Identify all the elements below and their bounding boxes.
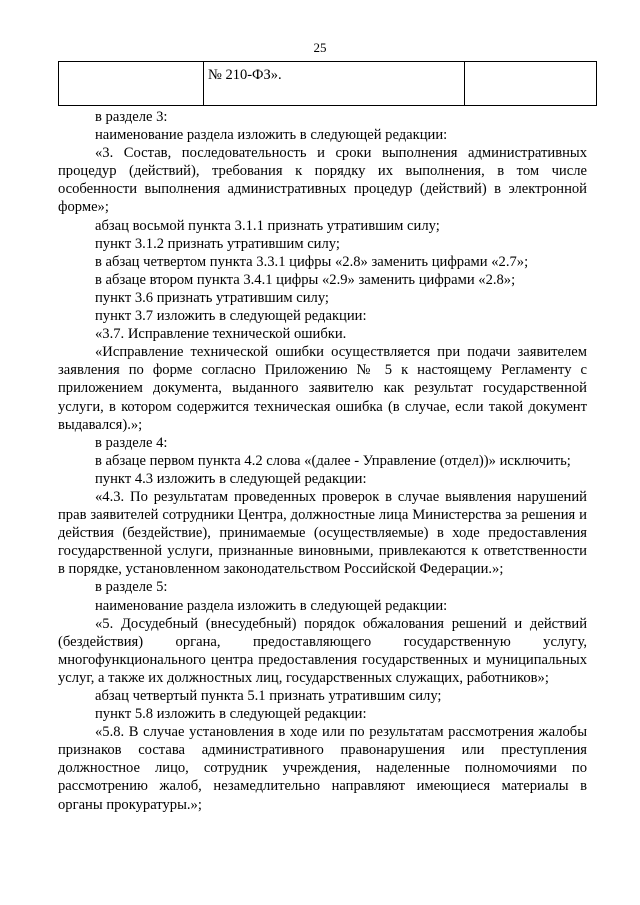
page-number: 25 — [313, 40, 327, 55]
document-body — [58, 108, 587, 814]
paragraph: наименование раздела изложить в следующей редакции: — [95, 127, 448, 144]
paragraph: пункт 5.8 изложить в следующей редакции: — [95, 706, 367, 723]
table-cell-right — [465, 62, 597, 106]
table-cell-middle: № 210-ФЗ». — [204, 62, 465, 106]
paragraph: пункт 3.7 изложить в следующей редакции: — [95, 308, 367, 325]
paragraph: в разделе 3: — [95, 109, 168, 125]
paragraph: в абзаце первом пункта 4.2 слова «(далее - Управление (отдел))» исключить; — [95, 452, 571, 469]
paragraph: «Исправление технической ошибки осуществляется при подачи заявителем заявления по форме согласно Приложению № 5 к настоящему Регламенту с приложением документа, выданного заявителю как результат государственной услуги, в котором содержится техническая ошибка (в случае, если такой документ выдавался).»; — [58, 344, 587, 433]
paragraph: «4.3. По результатам проведенных проверок в случае выявления нарушений прав заявителей сотрудники Центра, должностные лица Министерства за решения и действия (бездействие), принимаемые (осуществляемые) в ходе предоставления государственной услуги, признанные виновными, привлекаются к ответственности в порядке, установленном законодательством Российской Федерации.»; — [58, 488, 587, 578]
paragraph: в абзац четвертом пункта 3.3.1 цифры «2.8» заменить цифрами «2.7»; — [95, 253, 529, 270]
paragraph: «3. Состав, последовательность и сроки выполнения административных процедур (действий), требования к порядку их выполнения, в том числе особенности выполнения административных процедур (действий) в электронной форме»; — [58, 145, 587, 216]
paragraph: пункт 3.6 признать утратившим силу; — [95, 289, 329, 306]
paragraph: «5. Досудебный (внесудебный) порядок обжалования решений и действий (бездействия) органа, предоставляющего государственную услугу, многофункционального центра предоставления государственных и муниципальных услуг, а также их должностных лиц, государственных служащих, работников»; — [58, 615, 587, 686]
paragraph: абзац восьмой пункта 3.1.1 признать утратившим силу; — [95, 217, 440, 234]
paragraph: «3.7. Исправление технической ошибки. — [95, 326, 347, 343]
paragraph: наименование раздела изложить в следующей редакции: — [95, 597, 448, 614]
paragraph: в разделе 4: — [95, 434, 168, 451]
paragraph: пункт 3.1.2 признать утратившим силу; — [95, 235, 340, 252]
table-cell-left — [59, 62, 204, 106]
table-row — [59, 62, 597, 106]
paragraph: пункт 4.3 изложить в следующей редакции: — [95, 470, 367, 487]
paragraph: «5.8. В случае установления в ходе или по результатам рассмотрения жалобы признаков состава административного правонарушения или преступления должностное лицо, сотрудник учреждения, наделенные полномочиями по рассмотрению жалоб, незамедлительно направляют имеющиеся материалы в органы прокуратуры.»; — [58, 724, 587, 813]
paragraph: абзац четвертый пункта 5.1 признать утратившим силу; — [95, 688, 442, 704]
continuation-table — [58, 61, 597, 106]
paragraph: в разделе 5: — [95, 579, 168, 596]
paragraph: в абзаце втором пункта 3.4.1 цифры «2.9» заменить цифрами «2.8»; — [95, 271, 516, 288]
